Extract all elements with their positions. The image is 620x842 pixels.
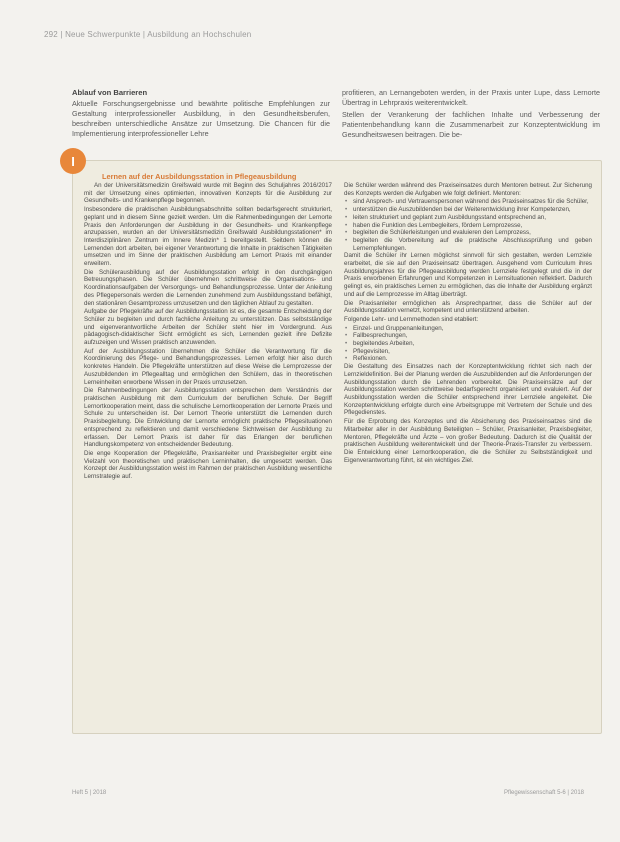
intro-right-paragraph: profitieren, an Lernangeboten werden, in der Praxis unter Lupe, dass Lernorte Übertrag in Lehrpraxis weiterentwickelt.	[342, 88, 600, 108]
box-title: Lernen auf der Ausbildungsstation in Pflegeausbildung	[102, 172, 297, 181]
footer-right: Pflegewissenschaft 5-6 | 2018	[504, 790, 584, 796]
intro-left-text: Aktuelle Forschungsergebnisse und bewährte politische Empfehlungen zur Gestaltung interprofessioneller Ausbildung, in den Gesundheitsberufen, beschreiben unterschiedliche Ansätze zur Umsetzung. Die Chancen für die Implementierung interprofessioneller Lehre	[72, 99, 330, 139]
list-item: • begleiten die Schülerleistungen und evaluieren den Lernprozess,	[344, 229, 592, 237]
box-paragraph: Die Schüler werden während des Praxiseinsatzes durch Mentoren betreut. Zur Sicherung des Konzepts werden die Aufgaben wie folgt definiert. Mentoren:	[344, 182, 592, 197]
box-left-column	[84, 182, 332, 482]
bullet-list	[344, 198, 592, 252]
intro-left-column	[72, 88, 330, 142]
box-paragraph: Die Rahmenbedingungen der Ausbildungsstation entsprechen dem Verständnis der praktischen Ausbildung mit dem Curriculum der beruflichen Schule. Der Begriff Lernortkooperation meint, dass die schulische Lernortkooperation der Lernorte Praxis und Schule zu unterscheiden ist. Der Lernort Theorie unterstützt die Lernenden durch Praxisbegleitung. Die Entwicklung der Lernorte ermöglicht praktische Pflegesituationen entsprechend zu reflektieren und damit verschiedene Sichtweisen der Ausbildung zu erfassen. Der Lernort Praxis ist daher für das Erlangen der beruflichen Handlungskompetenz von entscheidender Bedeutung.	[84, 387, 332, 449]
list-item: • haben die Funktion des Lernbegleiters, fördern Lernprozesse,	[344, 222, 592, 230]
box-paragraph: Die Schülerausbildung auf der Ausbildungsstation erfolgt in den durchgängigen Betreuungsphasen. Die Schüler übernehmen schrittweise die Organisations- und Koordinationsaufgaben der Versorgungs- und Behandlungsprozesse. Unter der Anleitung des Pflegepersonals werden die Lernenden zunehmend zum Ausbildungsstand befähigt, den stationären Gesamtprozess umzusetzen und den täglichen Ablauf zu gestalten.	[84, 268, 332, 307]
intro-right-paragraph: Stellen der Verankerung der fachlichen Inhalte und Verbesserung der Patientenbehandlung kann die Zusammenarbeit zur Konzeptentwicklung im Gesundheitswesen beitragen. Die be-	[342, 110, 600, 140]
list-item: • begleiten die Vorbereitung auf die praktische Abschlussprüfung und geben Lernempfehlungen.	[344, 237, 592, 252]
list-item: • sind Ansprech- und Vertrauenspersonen während des Praxiseinsatzes für die Schüler,	[344, 198, 592, 206]
footer-left: Heft 5 | 2018	[72, 790, 107, 796]
list-item: • begleitendes Arbeiten,	[344, 340, 592, 348]
box-paragraph: Die Gestaltung des Einsatzes nach der Konzeptentwicklung richtet sich nach der Lernzieldefinition. Bei der Planung werden die Auszubildenden auf die Anforderungen der Ausbildungsstation durch die Lehrenden vorbereitet. Die Praxiseinsätze auf der Ausbildungsstation werden schrittweise bedarfsgerecht organisiert und evaluiert. Auf der Ausbildungsstation werden die Schüler entsprechend ihrer Lernziele angeleitet. Die Konzeptentwicklung erfolgte durch eine Arbeitsgruppe mit Vertretern der Schule und des Pflegedienstes.	[344, 363, 592, 417]
box-paragraph: Die enge Kooperation der Pflegekräfte, Praxisanleiter und Praxisbegleiter ergibt eine Vielzahl von theoretischen und praktischen Lerninhalten, die umgesetzt werden. Das Konzept der Ausbildungsstation weist im Rahmen der praktischen Ausbildung wesentliche Lernstrategie auf.	[84, 449, 332, 481]
list-item: • unterstützen die Auszubildenden bei der Weiterentwicklung ihrer Kompetenzen,	[344, 206, 592, 214]
running-head: 292 | Neue Schwerpunkte | Ausbildung an Hochschulen	[44, 30, 252, 39]
list-item: • Einzel- und Gruppenanleitungen,	[344, 325, 592, 333]
intro-section	[72, 88, 602, 142]
box-paragraph: Insbesondere die praktischen Ausbildungsabschnitte sollten bedarfsgerecht strukturiert, geplant und in diesem Sinne gezielt werden. Um die Rahmenbedingungen der Lernorte Praxis den Anforderungen der Ausbildung in der Gesundheits- und Krankenpflege anzupassen, wurden an der Universitätsmedizin Greifswald Ausbildungsstationen* im Interdisziplinären Zentrum im Innere Medizin* 1 bereitgestellt. Seitdem können die Lernenden dort arbeiten, bei eigener Verantwortung die Inhalte in praktischen Tätigkeiten umsetzen und im Sinne der praktischen Ausbildung am Lernort Praxis mit einander erweitern.	[84, 206, 332, 268]
list-item: • leiten strukturiert und geplant zum Ausbildungsstand entsprechend an,	[344, 214, 592, 222]
list-item: • Fallbesprechungen,	[344, 332, 592, 340]
box-paragraph: An der Universitätsmedizin Greifswald wurde mit Beginn des Schuljahres 2016/2017 mit der Umsetzung eines optimierten, innovativen Konzepts für die Ausbildung zur Gesundheits- und Krankenpflege begonnen.	[84, 182, 332, 205]
box-badge: I	[60, 148, 86, 174]
bullet-list	[344, 325, 592, 364]
box-columns	[84, 182, 592, 482]
box-paragraph: Für die Erprobung des Konzeptes und die Absicherung des Praxiseinsatzes sind die Mitarbeiter aller in der Ausbildung Beteiligten – Schüler, Praxisanleiter, Praxisbegleiter, Mentoren, Pflegekräfte und Ärzte – von großer Bedeutung. Dadurch ist die Qualität der praktischen Ausbildung weiterentwickelt und der Theorie-Praxis-Transfer zu verbessern. Die Entwicklung einer Lernortkooperation, die die Schüler zu Selbstständigkeit und Eigenverantwortung führt, ist ein wichtiges Ziel.	[344, 418, 592, 464]
list-item: • Reflexionen.	[344, 355, 592, 363]
box-paragraph: Folgende Lehr- und Lernmethoden sind etabliert:	[344, 315, 479, 323]
box-right-column	[344, 182, 592, 482]
box-paragraph: Damit die Schüler ihr Lernen möglichst sinnvoll für sich gestalten, werden Lernziele erarbeitet, die sie auf den Praxiseinsatz übertragen. Ausgehend vom Curriculum ihres Ausbildungsjahres für die Pflegeausbildung werden Lernziele festgelegt und die in der Praxis erworbenen Erfahrungen und Kompetenzen in Lernsituationen reflektiert. Dadurch gelingt es, ein praktisches Lernen zu ermöglichen, das die Inhalte der Ausbildung ergänzt und auf die Lernprozesse im Alltag überträgt.	[344, 252, 592, 298]
intro-heading: Ablauf von Barrieren	[72, 88, 148, 97]
box-paragraph: Die Praxisanleiter ermöglichen als Ansprechpartner, dass die Schüler auf der Ausbildungsstation vernetzt, kompetent und unterstützend arbeiten.	[344, 299, 592, 315]
list-item: • Pflegevisiten,	[344, 348, 592, 356]
intro-right-column	[342, 88, 600, 142]
box-paragraph: Auf der Ausbildungsstation übernehmen die Schüler die Verantwortung für die Koordinierung des Pflege- und Behandlungsprozesses. Lernen erfolgt hier also durch konkretes Handeln. Die Pflegekräfte unterstützen auf diese Weise die Lernprozesse der Auszubildenden im Pflegealltag und ermöglichen den Schülern, das in theoretischen Lerneinheiten erworbene Wissen in der Praxis umzusetzen.	[84, 347, 332, 386]
box-paragraph: Aufgabe der Pflegekräfte auf der Ausbildungsstation ist es, die gesamte Entscheidung der Schüler zu begleiten und durch fachliche Anleitung zu unterstützen. Das selbstständige und eigenverantwortliche Arbeiten der Schüler steht hier im Vordergrund. Aus pädagogisch-didaktischer Sicht ermöglicht es sich, Lernenden gezielt ihre Defizite aufzuzeigen und Wissen praktisch anzuwenden.	[84, 308, 332, 347]
